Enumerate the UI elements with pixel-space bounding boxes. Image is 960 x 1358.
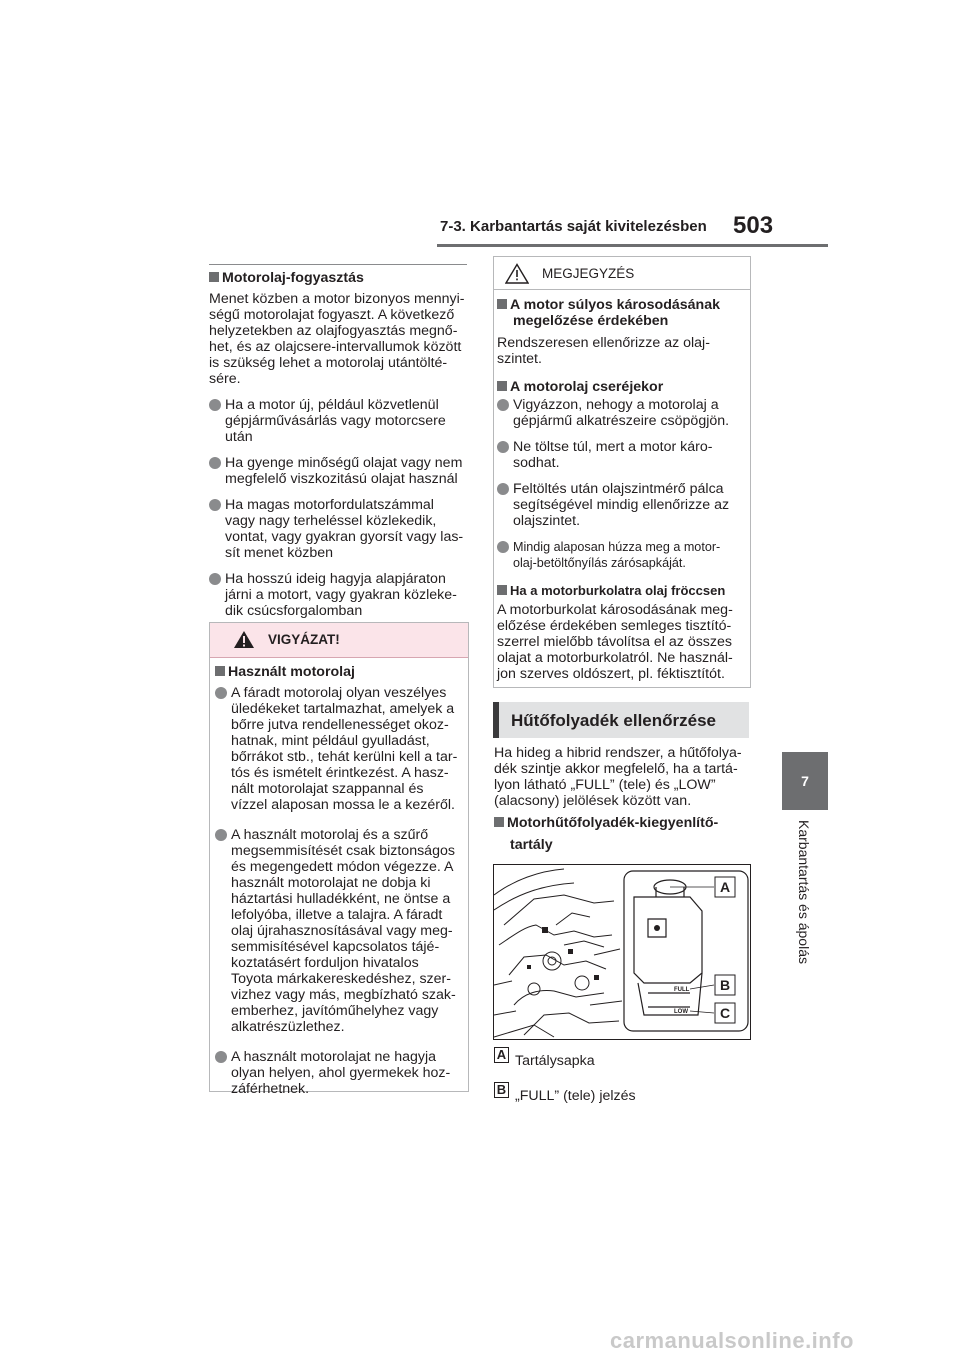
bullet-icon: [209, 499, 221, 511]
list-item: Mindig alaposan húzza meg a motor- olaj-betöltőnyílás zárósapkáját.: [497, 539, 744, 571]
bullet-icon: [497, 399, 509, 411]
bullet-icon: [209, 573, 221, 585]
note-paragraph: Rendszeresen ellenőrizze az olaj- szintet.: [497, 335, 710, 367]
section-rule: [209, 264, 467, 265]
bullet-icon: [215, 829, 227, 841]
figure-legend: [494, 1047, 636, 1102]
square-bullet-icon: [497, 381, 507, 391]
square-bullet-icon: [497, 299, 507, 309]
coolant-reservoir-heading: Motorhűtőfolyadék-kiegyenlítő- tartály: [494, 812, 718, 856]
list-item: Ha a motor új, például közvetlenül gépjárművásárlás vagy motorcsere után: [209, 397, 471, 445]
bullet-icon: [497, 541, 509, 553]
warning-triangle-icon: [233, 630, 255, 649]
warning-box: [209, 622, 469, 1097]
note-box: [493, 256, 751, 688]
note-title: MEGJEGYZÉS: [542, 266, 635, 281]
list-item: Ha magas motorfordulatszámmal vagy nagy terheléssel közlekedik, vontat, vagy gyakran gyorsít vagy las- sít menet közben: [209, 497, 471, 561]
oil-consumption-intro: Menet közben a motor bizonyos mennyi- ségű motorolajat fogyaszt. A következő helyzetekben az olajfogyasztás megnő- het, és az olajcsere-intervallumok között is szükség lehet a motorolaj utántölté- sére.: [209, 291, 465, 387]
chapter-tab: 7: [782, 752, 828, 810]
figure-label-b: B: [720, 977, 731, 993]
figure-label-a: A: [720, 879, 731, 895]
section-heading-coolant: Hűtőfolyadék ellenőrzése: [493, 702, 749, 738]
full-mark-text: FULL: [674, 987, 690, 993]
square-bullet-icon: [209, 272, 219, 282]
list-item: Ne töltse túl, mert a motor káro- sodhat.: [497, 439, 744, 471]
list-item: Ha hosszú ideig hagyja alapjáraton járni a motort, vagy gyakran közleke- dik csúcsforgalomban: [209, 571, 471, 619]
legend-item-b: B „FULL” (tele) jelzés: [494, 1082, 636, 1102]
list-item: Feltöltés után olajszintmérő pálca segítségével mindig ellenőrizze az olajszintet.: [497, 481, 744, 529]
warning-title: VIGYÁZAT!: [268, 632, 340, 647]
caution-triangle-icon: [505, 263, 529, 284]
header-rule: [437, 244, 828, 247]
bullet-icon: [497, 441, 509, 453]
oil-consumption-section: [209, 270, 471, 619]
bullet-icon: [215, 1051, 227, 1063]
page-number: 503: [733, 212, 774, 239]
engine-bay-illustration: [494, 865, 750, 1039]
low-mark-text: LOW: [674, 1009, 688, 1015]
note-heading-engine-damage: A motor súlyos károsodásának megelőzése érdekében: [497, 297, 744, 329]
watermark: carmanualsonline.info: [610, 1328, 854, 1353]
reservoir-figure: [493, 864, 751, 1040]
note-heading-oil-spill: Ha a motorburkolatra olaj fröccsen: [497, 583, 744, 599]
warning-heading: Használt motorolaj: [215, 664, 462, 680]
list-item: A használt motorolaj és a szűrő megsemmisítését csak biztonságos és megengedett módon végezze. A használt motorolajat ne dobja ki háztartási hulladékként, ne öntse a lefolyóba, illetve a talajra. A fáradt olaj újrahasznosításával vagy meg- semmisítésével kapcsolatos tájé- koztatásért forduljon hivatalos Toyota márkakereskedéshez, szer- vizhez vagy más, megbízható szak- emberhez, javítóműhelyhez vagy alkatrészüzlethez.: [215, 827, 462, 1035]
list-item: Ha gyenge minőségű olajat vagy nem megfelelő viszkozitású olajat használ: [209, 455, 471, 487]
list-item: Vigyázzon, nehogy a motorolaj a gépjármű alkatrészeire csöpögjön.: [497, 397, 744, 429]
oil-consumption-heading: Motorolaj-fogyasztás: [209, 270, 471, 286]
note-header: [494, 257, 750, 290]
figure-label-c: C: [720, 1005, 731, 1021]
warning-header: [210, 623, 468, 658]
running-header-title: 7-3. Karbantartás saját kivitelezésben: [440, 218, 707, 235]
note-heading-oil-change: A motorolaj cseréjekor: [497, 379, 744, 395]
note-paragraph: A motorburkolat károsodásának meg- előzése érdekében semleges tisztító- szerrel mielőbb távolítsa el az összes olajat a motorburkolatról. Ne használ- jon szerves oldószert, pl. féktisztítót.: [497, 602, 733, 682]
bullet-icon: [209, 457, 221, 469]
list-item: A használt motorolajat ne hagyja olyan helyen, ahol gyermekek hoz- záférhetnek.: [215, 1049, 462, 1097]
bullet-icon: [497, 483, 509, 495]
bullet-icon: [209, 399, 221, 411]
square-bullet-icon: [215, 666, 225, 676]
legend-item-a: A Tartálysapka: [494, 1047, 636, 1067]
coolant-intro: Ha hideg a hibrid rendszer, a hűtőfolya- dék szintje akkor megfelelő, ha a tartá- lyon látható „FULL” (tele) és „LOW” (alacsony) jelölések között van.: [494, 745, 742, 809]
square-bullet-icon: [497, 585, 507, 595]
bullet-icon: [215, 687, 227, 699]
chapter-tab-title: Karbantartás és ápolás: [796, 820, 812, 964]
square-bullet-icon: [494, 817, 504, 827]
list-item: A fáradt motorolaj olyan veszélyes üledékeket tartalmazhat, amelyek a bőrre jutva rendellenességet okoz- hatnak, mint például gyulladást, bőrrákot stb., tehát kerülni kell a tar- tós és ismételt érintkezést. A hasz- nált motorolajat szappannal és vízzel alaposan mossa le a kezéről.: [215, 685, 462, 813]
